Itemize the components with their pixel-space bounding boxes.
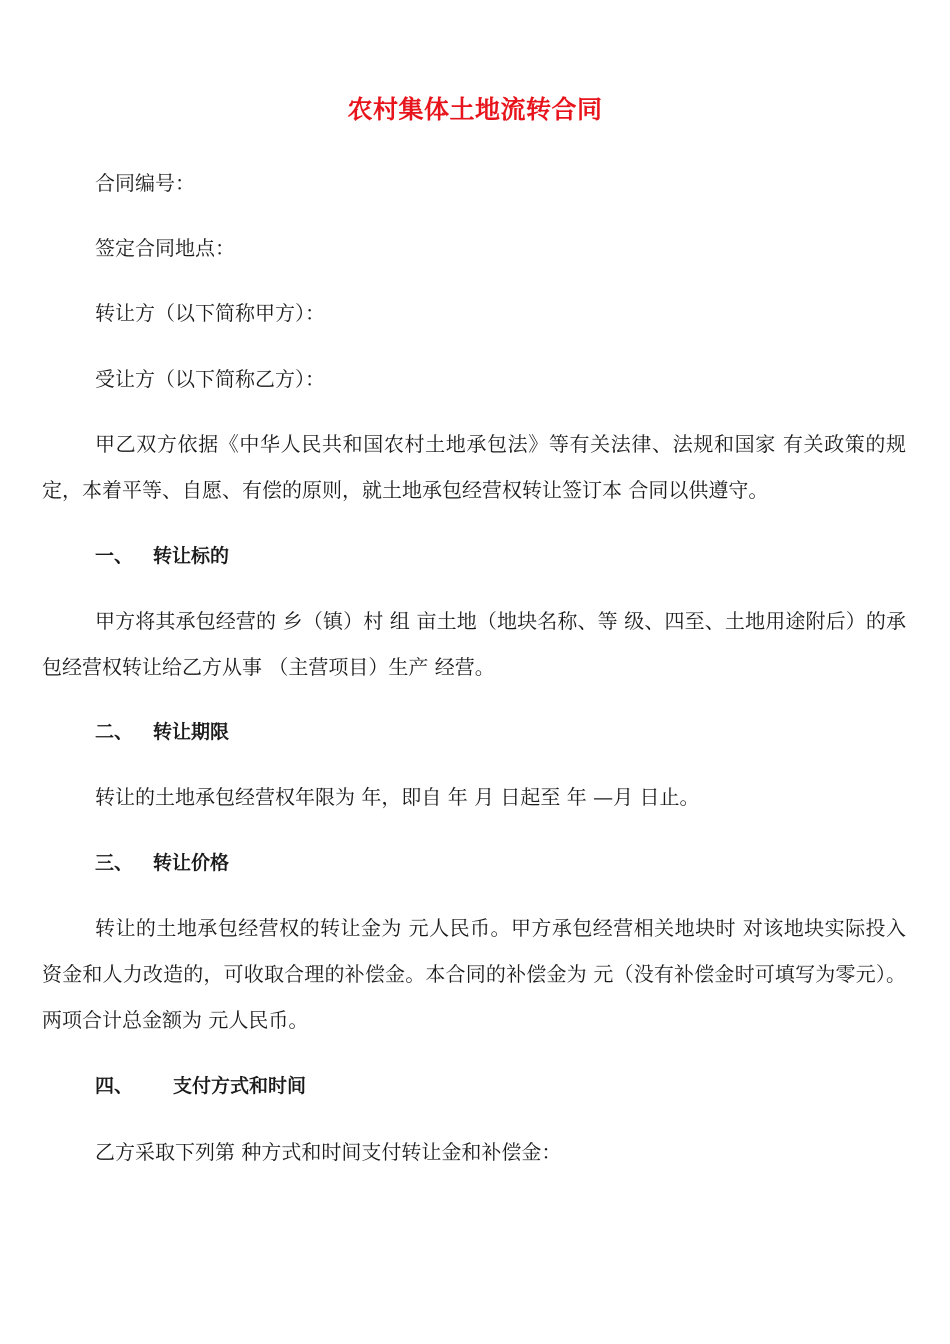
party-a-label: 转让方（以下简称甲方）： [95, 301, 325, 325]
section-body-2: 转让的土地承包经营权年限为 年，即自 年 月 日起至 年 —月 日止。 [95, 785, 700, 809]
section-number: 四、 [95, 1075, 134, 1097]
section-body-1: 甲方将其承包经营的 乡（镇）村 组 亩土地（地块名称、等 级、四至、土地用途附后）的承包经营权转让给乙方从事 （主营项目）生产 经营。 [42, 609, 906, 679]
section-heading-4 [95, 1072, 306, 1100]
section-heading-3 [95, 849, 229, 877]
section-title: 转让价格 [153, 852, 230, 874]
section-number: 一、 [95, 545, 134, 567]
section-number: 二、 [95, 721, 134, 743]
document-title: 农村集体土地流转合同 [347, 95, 603, 124]
contract-place-label: 签定合同地点： [95, 236, 235, 260]
section-title: 支付方式和时间 [173, 1075, 307, 1097]
section-body-3: 转让的土地承包经营权的转让金为 元人民币。甲方承包经营相关地块时 对该地块实际投入资金和人力改造的，可收取合理的补偿金。本合同的补偿金为 元（没有补偿金时可填写为零元）。两项合计总金额为 元人民币。 [42, 916, 906, 1032]
intro-paragraph: 甲乙双方依据《中华人民共和国农村土地承包法》等有关法律、法规和国家 有关政策的规定，本着平等、自愿、有偿的原则，就土地承包经营权转让签订本 合同以供遵守。 [42, 432, 906, 502]
section-body-4: 乙方采取下列第 种方式和时间支付转让金和补偿金： [95, 1140, 562, 1164]
section-number: 三、 [95, 852, 134, 874]
contract-number-label: 合同编号： [95, 171, 195, 195]
section-heading-2 [95, 718, 229, 746]
section-title: 转让标的 [153, 545, 230, 567]
section-heading-1 [95, 542, 229, 570]
section-title: 转让期限 [153, 721, 230, 743]
party-b-label: 受让方（以下简称乙方）： [95, 367, 325, 391]
